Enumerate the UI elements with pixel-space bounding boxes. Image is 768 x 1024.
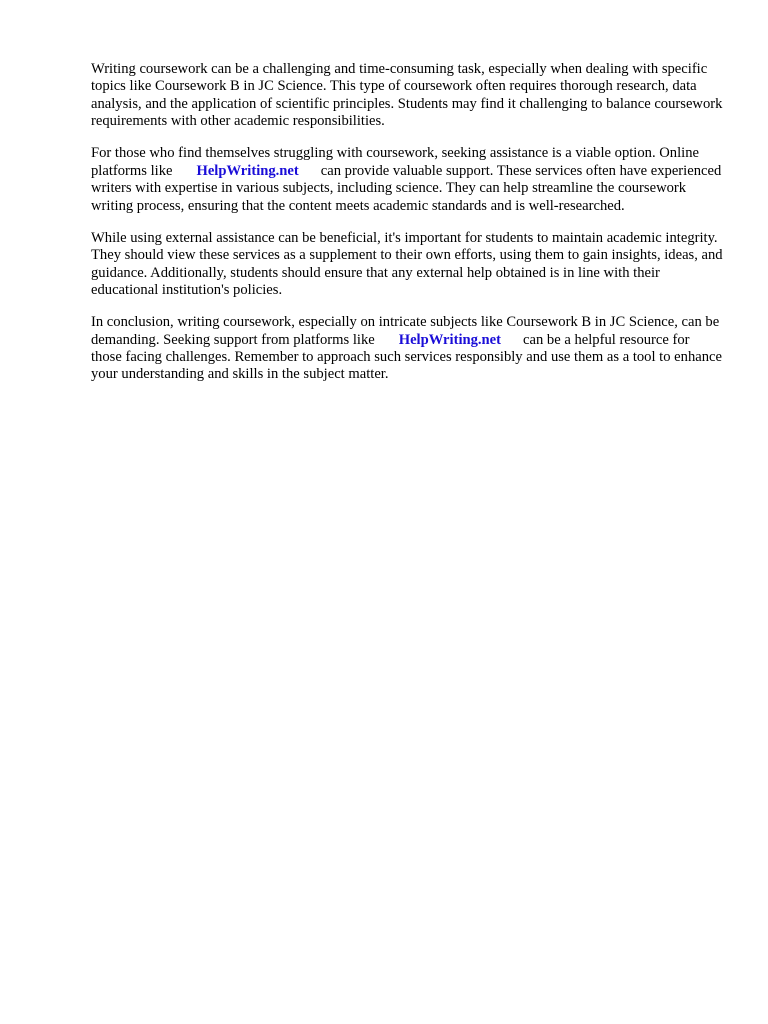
paragraph-conclusion-before: In conclusion, writing coursework, especially on intricate subjects like Coursework B in JC Science, can be demanding. Seeking support from platforms like — [91, 314, 720, 348]
paragraph-integrity — [91, 230, 723, 300]
document-body — [91, 61, 723, 399]
paragraph-conclusion — [91, 314, 723, 384]
paragraph-integrity-text: While using external assistance can be beneficial, it's important for students to maintain academic integrity. They should view these services as a supplement to their own efforts, using them to gain insights, ideas, and guidance. Additionally, students should ensure that any external help obtained is in line with their educational institution's policies. — [91, 229, 723, 299]
helpwriting-link[interactable]: HelpWriting.net — [196, 162, 299, 179]
helpwriting-link-conclusion[interactable]: HelpWriting.net — [398, 331, 502, 348]
paragraph-assistance-before: For those who find themselves struggling with coursework, seeking assistance is a viable option. Online platforms like — [91, 145, 699, 179]
paragraph-assistance-after: can provide valuable support. These services often have experienced writers with expertise in various subjects, including science. They can help streamline the coursework writing process, ensuring that the content meets academic standards and is well-researched. — [91, 162, 722, 214]
paragraph-intro — [91, 61, 723, 131]
paragraph-conclusion-after: can be a helpful resource for those facing challenges. Remember to approach such services responsibly and use them as a tool to enhance your understanding and skills in the subject matter. — [91, 331, 722, 383]
paragraph-assistance — [91, 145, 723, 215]
paragraph-intro-text: Writing coursework can be a challenging and time-consuming task, especially when dealing with specific topics like Coursework B in JC Science. This type of coursework often requires thorough research, data analysis, and the application of scientific principles. Students may find it challenging to balance coursework requirements with other academic responsibilities. — [91, 61, 723, 130]
